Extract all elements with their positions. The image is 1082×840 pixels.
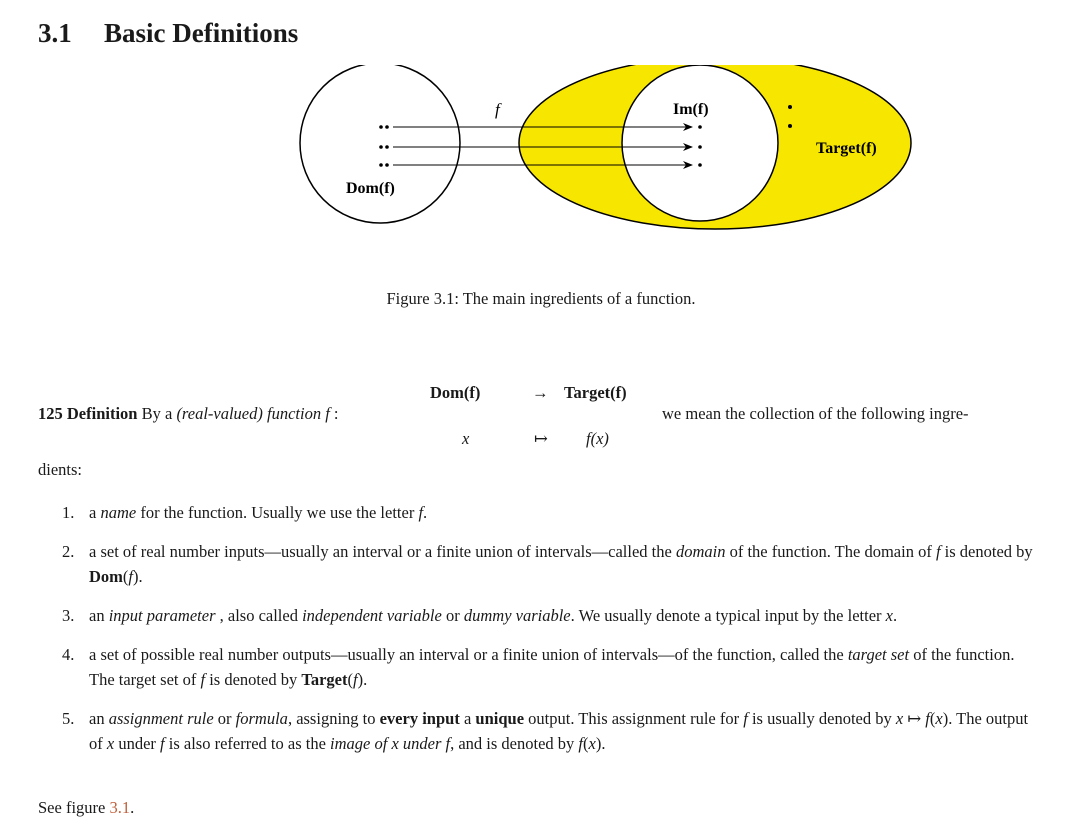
domain-point (379, 125, 383, 129)
list-item-text: f (160, 734, 165, 753)
list-item-text: assignment rule (108, 709, 214, 728)
definition-heading: Definition (66, 404, 138, 423)
list-item-text: , assigning to (287, 709, 380, 728)
list-item-text: every input (379, 709, 460, 728)
list-item-text: Dom (89, 567, 123, 586)
domain-point (385, 163, 389, 167)
list-item-text: f (578, 734, 583, 753)
list-item-text: for the function. Usually we use the letter (136, 503, 419, 522)
list-item-text: Target (301, 670, 348, 689)
mapping-arrow-symbol: → (532, 383, 549, 402)
list-item-marker: 2. (62, 542, 75, 561)
section-number: 3.1 (38, 18, 72, 48)
list-item-text: ( (347, 670, 353, 689)
list-item-text: image of x under f (330, 734, 451, 753)
domain-point (385, 125, 389, 129)
function-label: f (495, 100, 500, 119)
list-item-text: under (114, 734, 161, 753)
definition-continuation: dients: (38, 460, 82, 479)
mapping-x: x (462, 429, 470, 448)
list-item-text: formula (235, 709, 288, 728)
colon: : (333, 404, 339, 423)
list-item-text: . We usually denote a typical input by the letter (570, 606, 886, 625)
target-point (788, 124, 792, 128)
list-item-text: . (892, 606, 898, 625)
list-item-marker: 5. (62, 709, 75, 728)
domain-label: Dom(f) (346, 180, 395, 197)
image-point (698, 163, 702, 167)
list-item-text: a (459, 709, 476, 728)
list-item-text: x (895, 709, 904, 728)
list-item-text: of the function. The target set of (89, 645, 1015, 689)
list-item-text: f (200, 670, 206, 689)
list-item-text: . (423, 503, 428, 522)
target-point (788, 105, 792, 109)
mapping-domain: Dom(f) (430, 383, 481, 402)
list-item-text: f (128, 567, 134, 586)
list-item-text: x (588, 734, 596, 753)
list-item-text: input parameter (108, 606, 216, 625)
function-diagram (295, 65, 925, 245)
image-point (698, 125, 702, 129)
domain-point (379, 163, 383, 167)
image-label: Im(f) (673, 101, 709, 118)
list-item-text: a set of possible real number outputs—usually an interval or a finite union of intervals—of the function, called the (89, 645, 848, 664)
mapping-target: Target(f) (564, 383, 627, 402)
list-item-text: an (89, 709, 109, 728)
definition-term: (real-valued) function (176, 404, 322, 423)
mapping-fx: f(x) (586, 429, 609, 448)
list-item-text: a (89, 503, 101, 522)
list-item-text: f (925, 709, 930, 728)
definition-block (38, 383, 1048, 453)
list-item-text: f (352, 670, 358, 689)
ingredient-list (62, 500, 1038, 770)
list-item-text: ↦ (903, 709, 926, 728)
section-heading (38, 18, 298, 49)
domain-point (385, 145, 389, 149)
list-item-text: is also referred to as the (164, 734, 331, 753)
see-figure (38, 798, 134, 818)
see-figure-end: . (130, 798, 135, 817)
list-item-text: or (441, 606, 464, 625)
list-item-text: of the function. The domain of (725, 542, 936, 561)
function-diagram-svg (295, 65, 925, 245)
list-item-text: , also called (215, 606, 303, 625)
list-item-marker: 3. (62, 606, 75, 625)
list-item-text: ). (133, 567, 143, 586)
list-item-text: , and is denoted by (450, 734, 579, 753)
function-mapping (430, 383, 658, 453)
list-item-text: f (418, 503, 424, 522)
list-item-text: ( (929, 709, 936, 728)
list-item-text: ). (595, 734, 606, 753)
list-item-text: name (100, 503, 137, 522)
function-symbol: f (325, 404, 330, 423)
image-point (698, 145, 702, 149)
list-item-text: is denoted by (205, 670, 302, 689)
list-item-text: independent variable (302, 606, 442, 625)
list-item-text: or (213, 709, 236, 728)
list-item-text: ). (357, 670, 368, 689)
mapsto-symbol: ↦ (534, 429, 548, 448)
definition-intro: By a (141, 404, 173, 423)
list-item-text: ( (122, 567, 129, 586)
figure-caption: Figure 3.1: The main ingredients of a function. (386, 289, 696, 308)
list-item-text: x (885, 606, 893, 625)
list-item-text: ). The output of (89, 709, 1029, 753)
target-label: Target(f) (816, 140, 877, 157)
definition-tail: we mean the collection of the following ingre- (662, 404, 969, 423)
list-item-text: output. This assignment rule for (524, 709, 744, 728)
list-item-text: target set (847, 645, 910, 664)
definition-lead (38, 404, 339, 424)
domain-circle (300, 65, 460, 223)
list-item-text: x (935, 709, 943, 728)
list-item-text: an (89, 606, 109, 625)
figure-reference-link[interactable]: 3.1 (109, 798, 131, 817)
list-item (62, 706, 1038, 756)
list-item-text: is usually denoted by (747, 709, 896, 728)
list-item (62, 642, 1038, 692)
section-title: Basic Definitions (104, 18, 299, 48)
list-item-text: domain (675, 542, 726, 561)
list-item (62, 603, 1038, 628)
list-item-text: ( (583, 734, 589, 753)
list-item-text: unique (475, 709, 525, 728)
list-item (62, 500, 1038, 525)
list-item-text: f (743, 709, 748, 728)
see-figure-text: See figure (38, 798, 106, 817)
list-item-marker: 4. (62, 645, 75, 664)
definition-number: 125 (38, 404, 63, 423)
list-item-text: a set of real number inputs—usually an interval or a finite union of intervals—called the (89, 542, 676, 561)
domain-point (379, 145, 383, 149)
list-item-text: dummy variable (463, 606, 571, 625)
list-item-text: is denoted by (940, 542, 1033, 561)
list-item-text: x (106, 734, 115, 753)
image-circle (622, 65, 778, 221)
list-item-marker: 1. (62, 503, 75, 522)
list-item (62, 539, 1038, 589)
list-item-text: f (935, 542, 941, 561)
